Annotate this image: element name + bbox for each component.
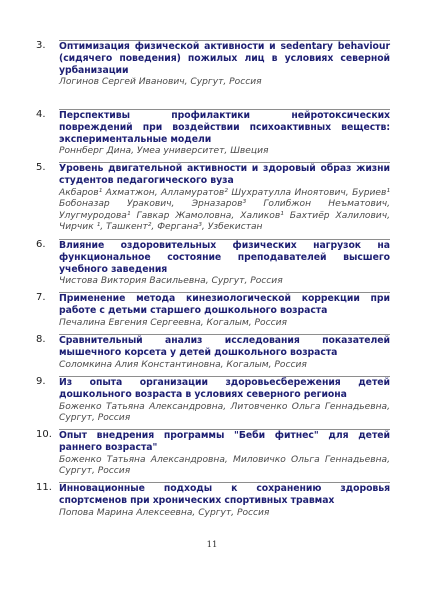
- entry-authors: Логинов Сергей Иванович, Сургут, Россия: [59, 77, 262, 88]
- entry-body: [59, 162, 390, 234]
- entry-body: [59, 334, 390, 371]
- entry-authors: Акбаров¹ Ахматжон, Алламуратов² Шухратулла Иноятович, Буриев¹ Бобоназар Уракович, Эрназаров³ Голибжон Неъматович, Улугмуродова¹ Гавкар Жамоловна, Халиков¹ Бахтиёр Халилович, Чирчик ¹, Ташкент², Фергана³, Узбекистан: [59, 187, 390, 233]
- entry-number: 10.: [36, 429, 52, 440]
- entry-title: Инновационные подходы к сохранению здоровья спортсменов при хронических спортивных травмах: [59, 483, 390, 506]
- entry-title: Опыт внедрения программы "Беби фитнес" для детей раннего возраста": [59, 430, 390, 453]
- entry-authors: Печалина Евгения Сергеевна, Когалым, Россия: [59, 317, 287, 328]
- entry-number: 4.: [36, 109, 46, 120]
- entry-title: Влияние оздоровительных физических нагрузок на функциональное состояние преподавателей высшего учебного заведения: [59, 240, 390, 275]
- entry-number: 7.: [36, 292, 46, 303]
- entry-title: Сравнительный анализ исследования показателей мышечного корсета у детей дошкольного возраста: [59, 335, 390, 358]
- page-number: 11: [206, 540, 218, 550]
- entry-number: 6.: [36, 239, 46, 250]
- entry-number: 11.: [36, 482, 52, 493]
- entry-body: [59, 239, 390, 288]
- entry-body: [59, 292, 390, 329]
- entry-body: [59, 40, 390, 89]
- entry-body: [59, 109, 390, 158]
- entry-body: [59, 429, 390, 478]
- entry-title: Из опыта организации здоровьесбережения детей дошкольного возраста в условиях северного региона: [59, 377, 390, 400]
- entry-title: Оптимизация физической активности и sedentary behaviour (сидячего поведения) пожилых лиц в условиях северной урбанизации: [59, 41, 390, 76]
- entry-number: 5.: [36, 162, 46, 173]
- entry-authors: Роннберг Дина, Умеа университет, Швеция: [59, 146, 269, 157]
- entry-body: [59, 482, 390, 519]
- entry-number: 3.: [36, 40, 46, 51]
- entry-number: 9.: [36, 376, 46, 387]
- entry-body: [59, 376, 390, 425]
- entry-number: 8.: [36, 334, 46, 345]
- entry-title: Применение метода кинезиологической коррекции при работе с детьми старшего дошкольного возраста: [59, 293, 390, 316]
- entry-title: Уровень двигательной активности и здоровый образ жизни студентов педагогического вуза: [59, 163, 390, 186]
- entry-authors: Боженко Татьяна Александровна, Литовченко Ольга Геннадьевна, Сургут, Россия: [59, 401, 390, 424]
- entry-title: Перспективы профилактики нейротоксических повреждений при воздействии психоактивных веществ: экспериментальные модели: [59, 110, 390, 145]
- entry-authors: Попова Марина Алексеевна, Сургут, Россия: [59, 507, 270, 518]
- entry-authors: Соломкина Алия Константиновна, Когалым, Россия: [59, 359, 307, 370]
- entry-authors: Боженко Татьяна Александровна, Миловичко Ольга Геннадьевна, Сургут, Россия: [59, 454, 390, 477]
- entry-authors: Чистова Виктория Васильевна, Сургут, Россия: [59, 276, 283, 287]
